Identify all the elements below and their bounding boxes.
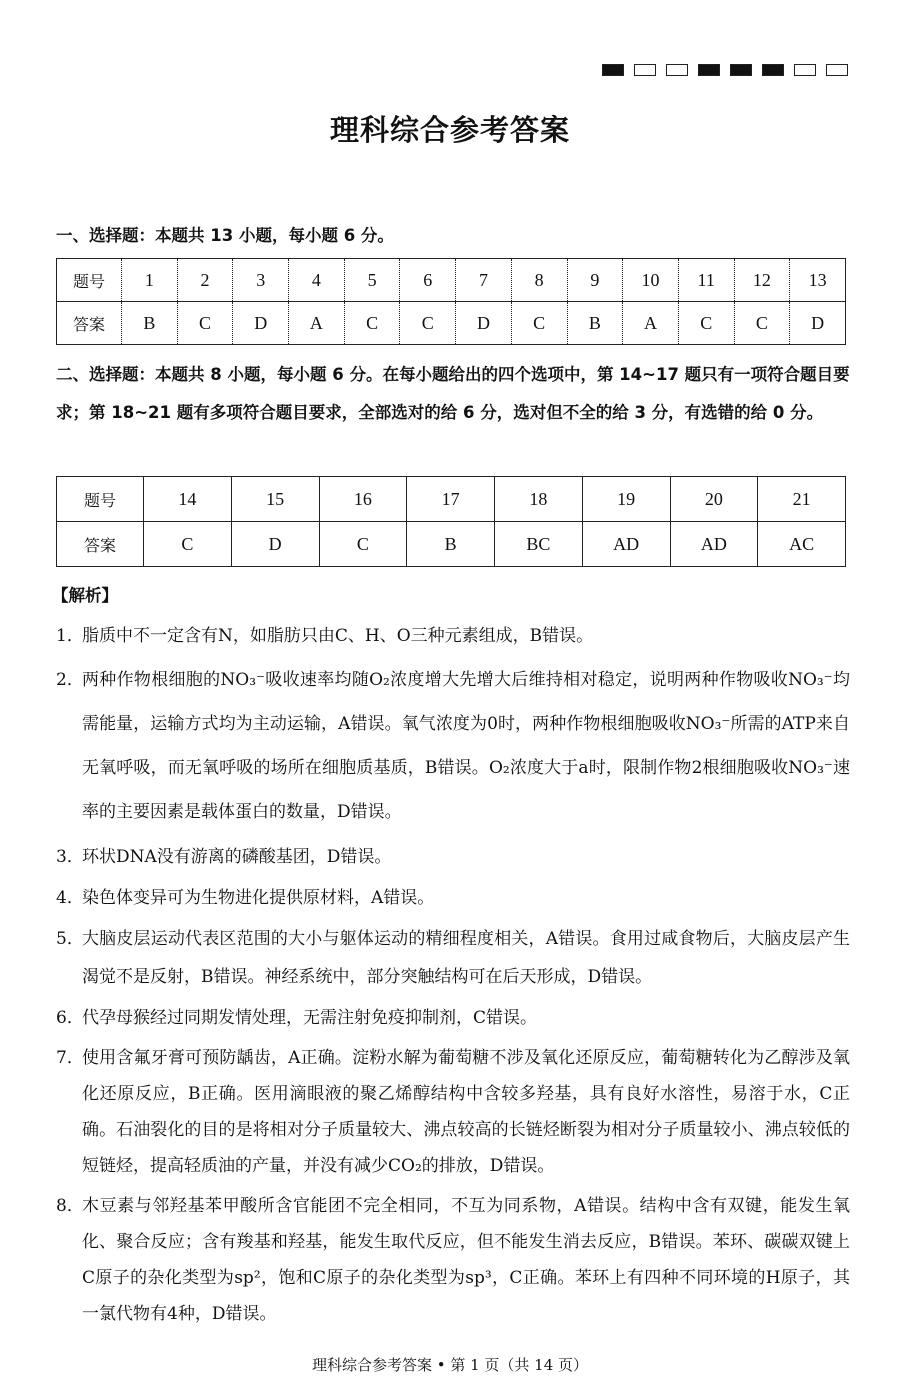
answer-cell: C xyxy=(734,302,790,345)
answer-cell: B xyxy=(567,302,623,345)
answer-cell: C xyxy=(511,302,567,345)
empty-square-mark xyxy=(666,64,688,76)
analysis-item xyxy=(56,658,850,834)
page-footer: 理科综合参考答案 • 第 1 页（共 14 页） xyxy=(311,1356,589,1374)
filled-square-mark xyxy=(602,64,624,76)
question-number-cell: 16 xyxy=(319,477,407,522)
answer-cell: C xyxy=(144,522,232,567)
question-number-cell: 5 xyxy=(344,259,400,302)
question-number-cell: 11 xyxy=(678,259,734,302)
answer-cell: C xyxy=(400,302,456,345)
item-number: 2． xyxy=(56,670,84,690)
analysis-item xyxy=(56,838,850,876)
answer-cell: D xyxy=(231,522,319,567)
item-number: 3． xyxy=(56,847,84,867)
analysis-heading: 【解析】 xyxy=(52,586,118,605)
empty-square-mark xyxy=(826,64,848,76)
answer-cell: D xyxy=(233,302,289,345)
answer-cell: C xyxy=(319,522,407,567)
item-number: 5． xyxy=(56,929,84,949)
answer-cell: AD xyxy=(582,522,670,567)
answer-cell: A xyxy=(289,302,345,345)
item-text: 使用含氟牙膏可预防龋齿，A正确。淀粉水解为葡萄糖不涉及氧化还原反应，葡萄糖转化为乙醇涉及氧化还原反应，B正确。医用滴眼液的聚乙烯醇结构中含较多羟基，具有良好水溶性，易溶于水，C正确。石油裂化的目的是将相对分子质量较大、沸点较高的长链烃断裂为相对分子质量较小、沸点较低的短链烃，提高轻质油的产量，并没有减少CO₂的排放，D错误。 xyxy=(82,1048,850,1176)
analysis-item xyxy=(56,920,850,996)
item-number: 7． xyxy=(56,1048,84,1068)
question-number-cell: 13 xyxy=(790,259,846,302)
question-number-cell: 3 xyxy=(233,259,289,302)
question-number-cell: 2 xyxy=(177,259,233,302)
analysis-item xyxy=(56,1000,850,1036)
item-text: 大脑皮层运动代表区范围的大小与躯体运动的精细程度相关，A错误。食用过咸食物后，大脑皮层产生渴觉不是反射，B错误。神经系统中，部分突触结构可在后天形成，D错误。 xyxy=(82,929,850,987)
question-number-cell: 1 xyxy=(122,259,178,302)
question-number-cell: 21 xyxy=(758,477,846,522)
answer-cell: D xyxy=(456,302,512,345)
section2-heading: 二、选择题：本题共 8 小题，每小题 6 分。在每小题给出的四个选项中，第 14~17 题只有一项符合题目要求；第 18~21 题有多项符合题目要求，全部选对的给 6 分，选对但不全的给 3 分，有选错的给 0 分。 xyxy=(56,365,850,422)
answer-cell: AC xyxy=(758,522,846,567)
item-text: 脂质中不一定含有N，如脂肪只由C、H、O三种元素组成，B错误。 xyxy=(82,626,594,646)
filled-square-mark xyxy=(698,64,720,76)
question-number-cell: 18 xyxy=(495,477,583,522)
question-number-cell: 6 xyxy=(400,259,456,302)
question-number-cell: 17 xyxy=(407,477,495,522)
section1-heading: 一、选择题：本题共 13 小题，每小题 6 分。 xyxy=(56,226,394,245)
answer-cell: BC xyxy=(495,522,583,567)
item-text: 木豆素与邻羟基苯甲酸所含官能团不完全相同，不互为同系物，A错误。结构中含有双键，能发生氧化、聚合反应；含有羧基和羟基，能发生取代反应，但不能发生消去反应，B错误。苯环、碳碳双键上C原子的杂化类型为sp²，饱和C原子的杂化类型为sp³，C正确。苯环上有四种不同环境的H原子，其一氯代物有4种，D错误。 xyxy=(82,1196,850,1324)
item-text: 代孕母猴经过同期发情处理，无需注射免疫抑制剂，C错误。 xyxy=(82,1008,538,1028)
row-label: 答案 xyxy=(57,302,122,345)
empty-square-mark xyxy=(634,64,656,76)
item-text: 两种作物根细胞的NO₃⁻吸收速率均随O₂浓度增大先增大后维持相对稳定，说明两种作物吸收NO₃⁻均需能量，运输方式均为主动运输，A错误。氧气浓度为0时，两种作物根细胞吸收NO₃⁻所需的ATP来自无氧呼吸，而无氧呼吸的场所在细胞质基质，B错误。O₂浓度大于a时，限制作物2根细胞吸收NO₃⁻速率的主要因素是载体蛋白的数量，D错误。 xyxy=(82,670,850,822)
row-label: 题号 xyxy=(57,477,144,522)
question-number-cell: 20 xyxy=(670,477,758,522)
analysis-item xyxy=(56,1040,850,1184)
page-corner-marks xyxy=(602,64,848,76)
item-text: 染色体变异可为生物进化提供原材料，A错误。 xyxy=(82,888,435,908)
section2-answer-table xyxy=(56,476,846,567)
answer-cell: A xyxy=(623,302,679,345)
row-label: 题号 xyxy=(57,259,122,302)
question-number-row xyxy=(57,477,846,522)
question-number-row xyxy=(57,259,846,302)
analysis-item xyxy=(56,618,850,654)
question-number-cell: 12 xyxy=(734,259,790,302)
item-number: 4． xyxy=(56,888,84,908)
answer-cell: C xyxy=(344,302,400,345)
answer-cell: C xyxy=(177,302,233,345)
answer-row xyxy=(57,522,846,567)
analysis-item xyxy=(56,880,850,916)
analysis-item xyxy=(56,1188,850,1332)
filled-square-mark xyxy=(762,64,784,76)
answer-cell: D xyxy=(790,302,846,345)
question-number-cell: 4 xyxy=(289,259,345,302)
question-number-cell: 14 xyxy=(144,477,232,522)
answer-cell: B xyxy=(407,522,495,567)
question-number-cell: 19 xyxy=(582,477,670,522)
filled-square-mark xyxy=(730,64,752,76)
question-number-cell: 15 xyxy=(231,477,319,522)
page-title: 理科综合参考答案 xyxy=(329,113,570,147)
question-number-cell: 9 xyxy=(567,259,623,302)
question-number-cell: 7 xyxy=(456,259,512,302)
analysis-list xyxy=(56,618,850,1336)
section1-answer-table xyxy=(56,258,846,345)
answer-cell: C xyxy=(678,302,734,345)
empty-square-mark xyxy=(794,64,816,76)
answer-cell: B xyxy=(122,302,178,345)
item-number: 6． xyxy=(56,1008,84,1028)
answer-row xyxy=(57,302,846,345)
item-text: 环状DNA没有游离的磷酸基团，D错误。 xyxy=(82,847,392,867)
answer-cell: AD xyxy=(670,522,758,567)
item-number: 1． xyxy=(56,626,84,646)
item-number: 8． xyxy=(56,1196,84,1216)
question-number-cell: 10 xyxy=(623,259,679,302)
question-number-cell: 8 xyxy=(511,259,567,302)
row-label: 答案 xyxy=(57,522,144,567)
